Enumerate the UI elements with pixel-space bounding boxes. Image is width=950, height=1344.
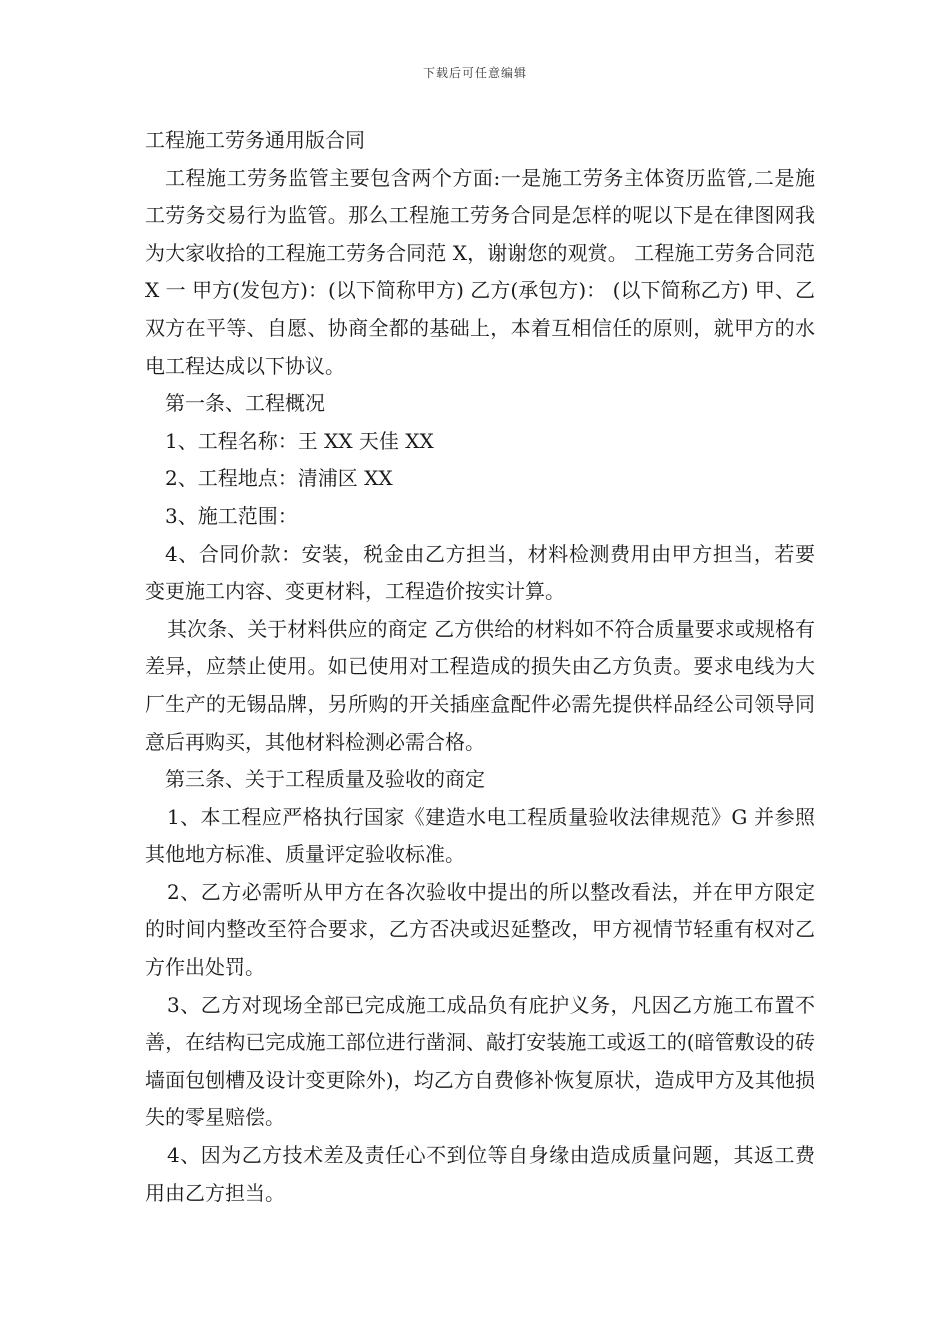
section-1-heading: 第一条、工程概况 [165,391,325,416]
clause-1-1: 1、工程名称：王 XX 天佳 XX [165,428,434,453]
intro-paragraph: 工程施工劳务监管主要包含两个方面:一是施工劳务主体资历监管,二是施工劳务交易行为监管。那么工程施工劳务合同是怎样的呢以下是在律图网我为大家收拾的工程施工劳务合同范 X，谢谢您的观赏。 工程施工劳务合同范 X 一 甲方(发包方)：(以下简称甲方) 乙方(承包方)： (以下简称乙方) 甲、乙双方在平等、自愿、协商全都的基础上，本着互相信任的原则，就甲方的水电工程达成以下协议。 [145,165,815,378]
clause-3-2: 2、乙方必需听从甲方在各次验收中提出的所以整改看法，并在甲方限定的时间内整改至符合要求，乙方否决或迟延整改，甲方视情节轻重有权对乙方作出处罚。 [145,879,815,980]
clause-3-4: 4、因为乙方技术差及责任心不到位等自身缘由造成质量问题，其返工费用由乙方担当。 [145,1143,815,1205]
clause-3-1: 1、本工程应严格执行国家《建造水电工程质量验收法律规范》G 并参照其他地方标准、质量评定验收标准。 [145,804,815,867]
document-title: 工程施工劳务通用版合同 [145,128,365,152]
document-body [145,122,815,1212]
clause-1-2: 2、工程地点：清浦区 XX [165,466,393,491]
clause-1-4: 4、合同价款：安装，税金由乙方担当，材料检测费用由甲方担当，若要变更施工内容、变更材料，工程造价按实计算。 [145,541,815,604]
clause-1-3: 3、施工范围： [165,503,298,528]
page-header: 下载后可任意编辑 [422,66,527,80]
clause-3-3: 3、乙方对现场全部已完成施工成品负有庇护义务，凡因乙方施工布置不善，在结构已完成施工部位进行凿洞、敲打安装施工或返工的(暗管敷设的砖墙面包刨槽及设计变更除外)，均乙方自费修补恢复原状，造成甲方及其他损失的零星赔偿。 [145,992,815,1130]
section-2-paragraph: 其次条、关于材料供应的商定 乙方供给的材料如不符合质量要求或规格有差异，应禁止使用。如已使用对工程造成的损失由乙方负责。要求电线为大厂生产的无锡品牌，另所购的开关插座盒配件必需先提供样品经公司领导同意后再购买，其他材料检测必需合格。 [145,616,815,754]
section-3-heading: 第三条、关于工程质量及验收的商定 [165,767,485,792]
